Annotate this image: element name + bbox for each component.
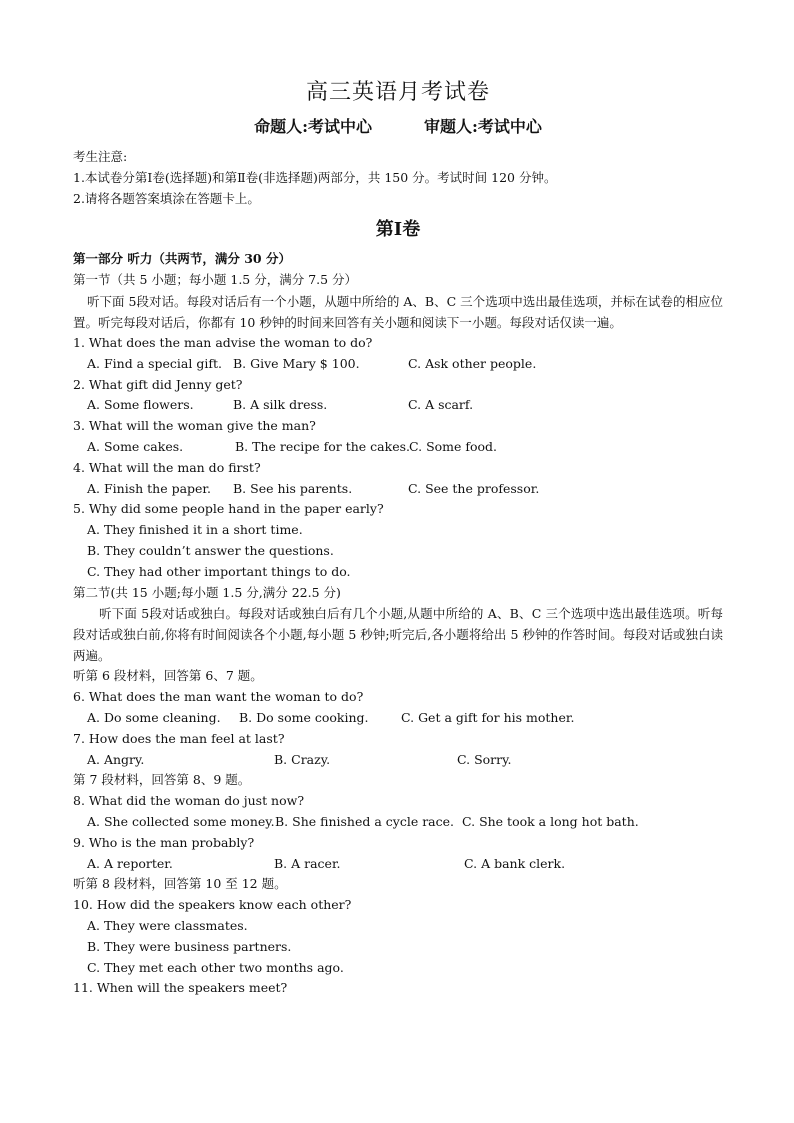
- question-stem: 9. Who is the man probably?: [73, 834, 255, 850]
- option-c: C. Some food.: [409, 438, 498, 454]
- section2-instructions: 听下面 5段对话或独白。每段对话或独白后有几个小题,从题中所给的 A、B、C 三个选项中选出最佳选项。听每段对话或独白前,你将有时间阅读各个小题,每小题 5 秒钟;听完后,各小题将给出 5 秒钟的作答时间。每段对话或独白读两遍。: [73, 606, 723, 664]
- section1-instructions: 听下面 5段对话。每段对话后有一个小题，从题中所给的 A、B、C 三个选项中选出最佳选项，并标在试卷的相应位置。听完每段对话后，你都有 10 秒钟的时间来回答有关小题和阅读下一小题。每段对话仅读一遍。: [73, 293, 723, 330]
- notice-heading: 考生注意:: [73, 149, 128, 164]
- question-stem: 6. What does the man want the woman to do?: [73, 689, 364, 705]
- question-stem: 10. How did the speakers know each other?: [73, 897, 352, 913]
- option-b: B. A silk dress.: [233, 397, 328, 413]
- question-stem: 5. Why did some people hand in the paper early?: [73, 501, 384, 517]
- question-options: [73, 708, 723, 729]
- setter-label: 命题人:考试中心: [254, 117, 372, 136]
- option-a: A. Angry.: [87, 751, 145, 767]
- material-header: 听第 6 段材料，回答第 6、7 题。: [73, 668, 263, 684]
- option-b: B. They couldn’t answer the questions.: [87, 542, 334, 558]
- option-c: C. Ask other people.: [408, 355, 537, 371]
- question-options: [73, 750, 723, 771]
- question-options: [73, 854, 723, 875]
- option-c: C. They had other important things to do.: [87, 563, 351, 579]
- notice-item: 2.请将各题答案填涂在答题卡上。: [73, 190, 260, 206]
- option-a: A. Do some cleaning.: [87, 709, 221, 725]
- option-c: C. A bank clerk.: [464, 855, 566, 871]
- option-a: A. They were classmates.: [87, 917, 248, 933]
- option-b: B. See his parents.: [233, 480, 353, 496]
- option-a: A. She collected some money.: [87, 813, 275, 829]
- option-b: B. Crazy.: [274, 751, 331, 767]
- option-a: A. Some cakes.: [87, 438, 184, 454]
- question-options: [73, 812, 723, 833]
- section1-title: 第一节（共 5 小题；每小题 1.5 分，满分 7.5 分）: [73, 272, 358, 288]
- notice-item: 1.本试卷分第Ⅰ卷(选择题)和第Ⅱ卷(非选择题)两部分，共 150 分。考试时间 120 分钟。: [73, 169, 557, 185]
- option-a: A. Finish the paper.: [87, 480, 212, 496]
- part1-title: 第一部分 听力（共两节，满分 30 分）: [73, 251, 291, 267]
- option-a: A. They finished it in a short time.: [87, 522, 303, 538]
- option-b: B. A racer.: [274, 855, 341, 871]
- option-c: C. Sorry.: [457, 751, 512, 767]
- question-stem: 8. What did the woman do just now?: [73, 793, 305, 809]
- option-a: A. A reporter.: [87, 855, 173, 871]
- volume-title: 第Ⅰ卷: [375, 219, 421, 241]
- option-a: A. Find a special gift.: [87, 355, 222, 371]
- question-options: [73, 395, 723, 416]
- option-c: C. She took a long hot bath.: [462, 813, 639, 829]
- material-header: 第 7 段材料，回答第 8、9 题。: [73, 772, 251, 788]
- question-stem: 3. What will the woman give the man?: [73, 418, 316, 434]
- option-b: B. They were business partners.: [87, 938, 292, 954]
- option-c: C. They met each other two months ago.: [87, 959, 344, 975]
- reviewer-label: 审题人:考试中心: [424, 117, 542, 136]
- material-header: 听第 8 段材料，回答第 10 至 12 题。: [73, 876, 287, 892]
- question-stem: 2. What gift did Jenny get?: [73, 376, 243, 392]
- option-c: C. Get a gift for his mother.: [401, 709, 575, 725]
- option-b: B. Give Mary $ 100.: [233, 355, 360, 371]
- question-stem: 1. What does the man advise the woman to do?: [73, 334, 373, 350]
- question-stem: 11. When will the speakers meet?: [73, 980, 288, 996]
- option-b: B. Do some cooking.: [239, 709, 369, 725]
- exam-title: 高三英语月考试卷: [305, 80, 490, 105]
- question-options: [73, 354, 723, 375]
- question-stem: 4. What will the man do first?: [73, 459, 261, 475]
- option-b: B. She finished a cycle race.: [275, 813, 454, 829]
- option-c: C. See the professor.: [408, 480, 540, 496]
- question-options: [73, 479, 723, 500]
- option-c: C. A scarf.: [408, 397, 474, 413]
- authors-line: [73, 115, 723, 139]
- section2-title: 第二节(共 15 小题;每小题 1.5 分,满分 22.5 分): [73, 584, 341, 600]
- exam-page: [73, 78, 723, 999]
- question-options: [73, 437, 723, 458]
- option-a: A. Some flowers.: [87, 397, 194, 413]
- question-stem: 7. How does the man feel at last?: [73, 730, 285, 746]
- option-b: B. The recipe for the cakes.: [235, 438, 410, 454]
